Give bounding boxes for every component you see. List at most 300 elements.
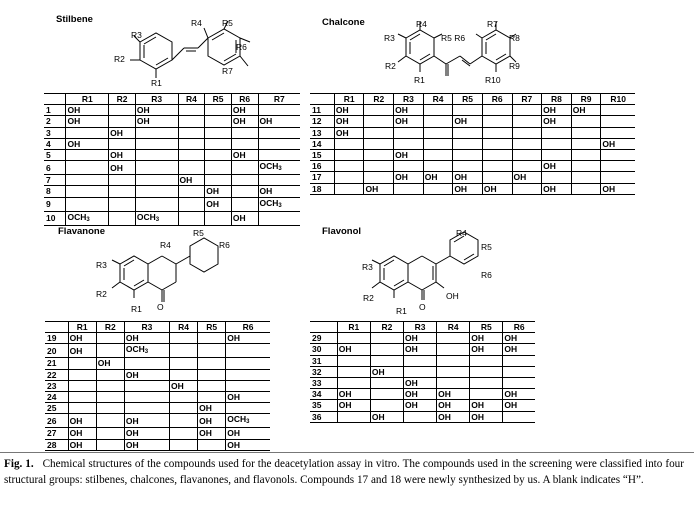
table-row xyxy=(45,358,270,369)
substituent-cell xyxy=(601,105,635,116)
compound-number: 30 xyxy=(310,344,337,355)
table-row xyxy=(310,411,535,422)
compound-number: 25 xyxy=(45,403,68,414)
chalcone-r5r6-label: R5 R6 xyxy=(441,33,466,43)
substituent-cell xyxy=(169,344,197,358)
substituent-cell xyxy=(503,411,535,422)
substituent-cell: OH xyxy=(364,183,394,194)
substituent-cell: OH xyxy=(334,116,364,127)
substituent-cell: OH xyxy=(470,400,503,411)
substituent-cell: OH xyxy=(109,127,136,138)
substituent-cell: OH xyxy=(423,172,453,183)
column-header-r5: R5 xyxy=(470,322,503,333)
flavonol-o-label: O xyxy=(419,302,426,312)
substituent-cell: OH xyxy=(437,400,470,411)
substituent-cell xyxy=(109,175,136,186)
substituent-cell: OH xyxy=(226,391,270,402)
substituent-cell: OH xyxy=(512,172,542,183)
column-header-r5: R5 xyxy=(453,94,483,105)
chalcone-r2-label: R2 xyxy=(385,61,396,71)
substituent-cell xyxy=(571,149,601,160)
substituent-cell xyxy=(226,380,270,391)
substituent-cell: OH xyxy=(178,175,205,186)
table-row xyxy=(45,333,270,344)
compound-number: 26 xyxy=(45,414,68,428)
substituent-cell: OH xyxy=(470,344,503,355)
substituent-cell xyxy=(205,175,232,186)
stilbene-r3-label: R3 xyxy=(131,30,142,40)
substituent-cell xyxy=(231,186,258,197)
substituent-cell xyxy=(571,116,601,127)
table-row xyxy=(310,366,535,377)
substituent-cell: OH xyxy=(66,105,109,116)
substituent-cell xyxy=(96,428,124,439)
substituent-cell xyxy=(258,211,300,225)
substituent-cell: OH xyxy=(109,161,136,175)
column-header-r6: R6 xyxy=(226,322,270,333)
compound-number: 19 xyxy=(45,333,68,344)
substituent-cell xyxy=(370,355,403,366)
substituent-cell xyxy=(66,161,109,175)
column-header-r7: R7 xyxy=(258,94,300,105)
subscript: 3 xyxy=(278,166,282,173)
substituent-cell xyxy=(96,369,124,380)
substituent-cell xyxy=(258,149,300,160)
substituent-cell xyxy=(198,391,226,402)
stilbene-r7-label: R7 xyxy=(222,66,233,76)
substituent-cell xyxy=(337,333,370,344)
substituent-cell: OH xyxy=(226,428,270,439)
substituent-cell xyxy=(453,127,483,138)
compound-number: 22 xyxy=(45,369,68,380)
substituent-cell xyxy=(226,358,270,369)
substituent-cell: OH xyxy=(437,389,470,400)
stilbene-r4-label: R4 xyxy=(191,18,202,28)
compound-number: 13 xyxy=(310,127,334,138)
substituent-cell: OH xyxy=(542,105,572,116)
substituent-cell: OH xyxy=(503,344,535,355)
substituent-cell xyxy=(482,172,512,183)
substituent-cell: OH xyxy=(503,333,535,344)
column-header-r6: R6 xyxy=(503,322,535,333)
substituent-cell xyxy=(334,149,364,160)
substituent-cell: OH xyxy=(135,116,178,127)
column-header-r3: R3 xyxy=(404,322,437,333)
substituent-cell xyxy=(66,186,109,197)
substituent-cell xyxy=(135,161,178,175)
table-row xyxy=(45,428,270,439)
substituent-cell xyxy=(178,127,205,138)
substituent-cell xyxy=(169,333,197,344)
substituent-cell: OH xyxy=(198,414,226,428)
flavonol-r6-label: R6 xyxy=(481,270,492,280)
substituent-cell xyxy=(571,127,601,138)
flavonol-title: Flavonol xyxy=(322,226,362,237)
substituent-cell: OH xyxy=(334,105,364,116)
table-row xyxy=(45,391,270,402)
stilbene-r5-label: R5 xyxy=(222,18,233,28)
table-row xyxy=(44,105,300,116)
substituent-cell xyxy=(198,380,226,391)
substituent-cell xyxy=(337,411,370,422)
substituent-cell: $OCH_3$ xyxy=(124,344,169,358)
table-row xyxy=(310,183,635,194)
compound-number: 23 xyxy=(45,380,68,391)
substituent-cell: OH xyxy=(370,411,403,422)
substituent-cell: OH xyxy=(258,116,300,127)
substituent-cell: OH xyxy=(404,400,437,411)
column-header-r1: R1 xyxy=(68,322,96,333)
substituent-cell xyxy=(178,116,205,127)
substituent-cell xyxy=(337,366,370,377)
substituent-cell: OH xyxy=(231,149,258,160)
table-row xyxy=(310,138,635,149)
flavonol-structure xyxy=(360,230,520,320)
substituent-cell: OH xyxy=(68,428,96,439)
substituent-cell xyxy=(96,403,124,414)
substituent-cell: OH xyxy=(258,186,300,197)
substituent-cell xyxy=(437,344,470,355)
substituent-cell: OH xyxy=(124,369,169,380)
table-row xyxy=(310,172,635,183)
substituent-cell xyxy=(364,138,394,149)
substituent-cell xyxy=(437,333,470,344)
substituent-cell xyxy=(124,380,169,391)
substituent-cell xyxy=(423,127,453,138)
substituent-cell: OH xyxy=(503,389,535,400)
substituent-cell xyxy=(66,175,109,186)
caption-divider xyxy=(0,452,694,453)
substituent-cell xyxy=(169,428,197,439)
substituent-cell xyxy=(135,138,178,149)
substituent-cell xyxy=(364,105,394,116)
table-row xyxy=(44,149,300,160)
substituent-cell xyxy=(124,358,169,369)
substituent-cell: OH xyxy=(231,105,258,116)
substituent-cell xyxy=(135,197,178,211)
chalcone-r8-label: R8 xyxy=(509,33,520,43)
substituent-cell xyxy=(109,211,136,225)
substituent-cell xyxy=(205,211,232,225)
substituent-cell: OH xyxy=(503,400,535,411)
compound-number: 4 xyxy=(44,138,66,149)
substituent-cell xyxy=(135,127,178,138)
substituent-cell: OH xyxy=(169,380,197,391)
substituent-cell: OH xyxy=(109,149,136,160)
substituent-cell: OH xyxy=(205,186,232,197)
flavanone-r2-label: R2 xyxy=(96,289,107,299)
compound-number: 11 xyxy=(310,105,334,116)
column-header-r3: R3 xyxy=(394,94,424,105)
subscript: 3 xyxy=(278,202,282,209)
substituent-cell: OH xyxy=(470,411,503,422)
substituent-cell xyxy=(512,127,542,138)
substituent-cell xyxy=(542,172,572,183)
substituent-cell xyxy=(482,127,512,138)
substituent-cell xyxy=(96,380,124,391)
table-header-row xyxy=(310,322,535,333)
substituent-cell xyxy=(66,127,109,138)
column-header-r10: R10 xyxy=(601,94,635,105)
substituent-cell: OH xyxy=(453,172,483,183)
substituent-cell xyxy=(364,172,394,183)
substituent-cell xyxy=(364,116,394,127)
substituent-cell xyxy=(96,344,124,358)
substituent-cell xyxy=(470,366,503,377)
column-header-r9: R9 xyxy=(571,94,601,105)
substituent-cell xyxy=(135,175,178,186)
column-header-r4: R4 xyxy=(437,322,470,333)
column-header-r3: R3 xyxy=(135,94,178,105)
substituent-cell xyxy=(337,377,370,388)
flavonol-r1-label: R1 xyxy=(396,306,407,316)
table-row xyxy=(44,116,300,127)
substituent-cell: OH xyxy=(453,183,483,194)
substituent-cell: OH xyxy=(470,333,503,344)
chalcone-r4-label: R4 xyxy=(416,19,427,29)
flavanone-o-label: O xyxy=(157,302,164,312)
stilbene-r2-label: R2 xyxy=(114,54,125,64)
substituent-cell xyxy=(542,149,572,160)
table-row xyxy=(44,175,300,186)
substituent-cell xyxy=(198,344,226,358)
substituent-cell xyxy=(512,161,542,172)
substituent-cell: OH xyxy=(66,116,109,127)
substituent-cell xyxy=(231,127,258,138)
table-row xyxy=(44,197,300,211)
substituent-cell xyxy=(394,138,424,149)
substituent-cell xyxy=(601,127,635,138)
substituent-cell: $OCH_3$ xyxy=(135,211,178,225)
substituent-cell xyxy=(258,127,300,138)
compound-number: 32 xyxy=(310,366,337,377)
substituent-cell xyxy=(258,105,300,116)
chalcone-title: Chalcone xyxy=(322,17,365,28)
table-row xyxy=(310,400,535,411)
caption-text: Chemical structures of the compounds used for the deacetylation assay in vitro. The compounds used in the screening were classified into four structural groups: stilbenes, chalcones, flavanones, and flavonols. Compounds 17 and 18 were newly synthesized by us. A blank indicates “H”. xyxy=(4,458,684,486)
substituent-cell xyxy=(370,400,403,411)
compound-number: 36 xyxy=(310,411,337,422)
substituent-cell: OH xyxy=(68,414,96,428)
substituent-cell: OH xyxy=(337,400,370,411)
substituent-cell xyxy=(205,127,232,138)
substituent-cell xyxy=(423,149,453,160)
substituent-cell xyxy=(178,186,205,197)
substituent-cell: OH xyxy=(231,211,258,225)
column-header-r2: R2 xyxy=(109,94,136,105)
table-row xyxy=(310,355,535,366)
flavonol-r5-label: R5 xyxy=(481,242,492,252)
table-row xyxy=(310,105,635,116)
flavonol-r2-label: R2 xyxy=(363,293,374,303)
substituent-cell xyxy=(334,183,364,194)
table-header-row xyxy=(310,94,635,105)
substituent-cell xyxy=(178,161,205,175)
substituent-cell xyxy=(512,116,542,127)
compound-number: 31 xyxy=(310,355,337,366)
substituent-cell xyxy=(482,161,512,172)
substituent-cell xyxy=(453,161,483,172)
substituent-cell: OH xyxy=(124,414,169,428)
table-row xyxy=(310,127,635,138)
column-header-r2: R2 xyxy=(364,94,394,105)
substituent-cell: OH xyxy=(542,161,572,172)
substituent-cell: OH xyxy=(394,149,424,160)
substituent-cell: OH xyxy=(542,116,572,127)
table-row xyxy=(310,116,635,127)
substituent-cell xyxy=(68,380,96,391)
substituent-cell xyxy=(423,116,453,127)
substituent-cell xyxy=(258,138,300,149)
substituent-cell xyxy=(258,175,300,186)
substituent-cell xyxy=(542,127,572,138)
substituent-cell xyxy=(334,161,364,172)
substituent-cell xyxy=(482,105,512,116)
flavanone-r4-label: R4 xyxy=(160,240,171,250)
substituent-cell xyxy=(135,149,178,160)
substituent-cell xyxy=(66,197,109,211)
substituent-cell xyxy=(571,183,601,194)
substituent-cell xyxy=(404,355,437,366)
substituent-cell: OH xyxy=(394,116,424,127)
substituent-cell xyxy=(404,411,437,422)
compound-number: 10 xyxy=(44,211,66,225)
substituent-cell xyxy=(437,377,470,388)
table-row xyxy=(310,161,635,172)
substituent-cell xyxy=(205,161,232,175)
substituent-cell xyxy=(109,116,136,127)
substituent-cell xyxy=(470,377,503,388)
compound-number: 8 xyxy=(44,186,66,197)
table-row xyxy=(310,389,535,400)
substituent-cell: OH xyxy=(542,183,572,194)
table-row xyxy=(45,369,270,380)
substituent-cell xyxy=(394,161,424,172)
substituent-cell xyxy=(601,116,635,127)
substituent-cell xyxy=(198,358,226,369)
stilbene-r6-label: R6 xyxy=(236,42,247,52)
substituent-cell: $OCH_3$ xyxy=(66,211,109,225)
substituent-cell xyxy=(169,369,197,380)
substituent-cell xyxy=(503,366,535,377)
stilbene-title: Stilbene xyxy=(56,14,93,25)
compound-number: 24 xyxy=(45,391,68,402)
substituent-cell: OH xyxy=(404,333,437,344)
flavanone-r1-label: R1 xyxy=(131,304,142,314)
substituent-cell xyxy=(370,344,403,355)
substituent-cell: OH xyxy=(404,389,437,400)
substituent-cell xyxy=(482,116,512,127)
substituent-cell: OH xyxy=(226,333,270,344)
substituent-cell: OH xyxy=(205,197,232,211)
substituent-cell xyxy=(205,149,232,160)
substituent-cell xyxy=(109,138,136,149)
substituent-cell xyxy=(503,377,535,388)
column-header-r4: R4 xyxy=(178,94,205,105)
substituent-cell xyxy=(437,366,470,377)
stilbene-table xyxy=(44,93,300,226)
substituent-cell: OH xyxy=(601,138,635,149)
column-header-r6: R6 xyxy=(482,94,512,105)
column-header-r6: R6 xyxy=(231,94,258,105)
substituent-cell xyxy=(437,355,470,366)
substituent-cell xyxy=(96,439,124,450)
column-header-r8: R8 xyxy=(542,94,572,105)
substituent-cell xyxy=(370,389,403,400)
substituent-cell xyxy=(109,186,136,197)
column-header-r2: R2 xyxy=(96,322,124,333)
substituent-cell xyxy=(68,391,96,402)
subscript: 3 xyxy=(86,216,90,223)
substituent-cell xyxy=(512,149,542,160)
substituent-cell xyxy=(482,138,512,149)
chalcone-r9-label: R9 xyxy=(509,61,520,71)
substituent-cell xyxy=(231,138,258,149)
substituent-cell xyxy=(135,186,178,197)
substituent-cell xyxy=(470,355,503,366)
substituent-cell: OH xyxy=(334,127,364,138)
table-row xyxy=(45,414,270,428)
substituent-cell: OH xyxy=(96,358,124,369)
substituent-cell xyxy=(571,161,601,172)
compound-number: 33 xyxy=(310,377,337,388)
substituent-cell: OH xyxy=(231,116,258,127)
substituent-cell: OH xyxy=(66,138,109,149)
substituent-cell: $OCH_3$ xyxy=(258,161,300,175)
header-corner xyxy=(310,322,337,333)
compound-number: 27 xyxy=(45,428,68,439)
column-header-r1: R1 xyxy=(66,94,109,105)
substituent-cell xyxy=(601,161,635,172)
table-row xyxy=(44,186,300,197)
substituent-cell xyxy=(205,138,232,149)
column-header-r4: R4 xyxy=(423,94,453,105)
header-corner xyxy=(44,94,66,105)
table-row xyxy=(45,344,270,358)
substituent-cell xyxy=(370,377,403,388)
table-row xyxy=(310,344,535,355)
substituent-cell xyxy=(96,333,124,344)
column-header-r4: R4 xyxy=(169,322,197,333)
substituent-cell xyxy=(68,403,96,414)
table-row xyxy=(45,403,270,414)
compound-number: 14 xyxy=(310,138,334,149)
flavonol-oh-label: OH xyxy=(446,291,459,301)
substituent-cell xyxy=(571,138,601,149)
substituent-cell xyxy=(68,369,96,380)
compound-number: 28 xyxy=(45,439,68,450)
table-row xyxy=(44,138,300,149)
substituent-cell: OH xyxy=(404,377,437,388)
chalcone-r1-label: R1 xyxy=(414,75,425,85)
flavonol-table xyxy=(310,321,535,423)
compound-number: 18 xyxy=(310,183,334,194)
flavanone-structure xyxy=(100,228,260,318)
substituent-cell xyxy=(364,161,394,172)
table-row xyxy=(310,377,535,388)
substituent-cell xyxy=(68,358,96,369)
subscript: 3 xyxy=(155,216,160,223)
compound-number: 35 xyxy=(310,400,337,411)
substituent-cell xyxy=(482,149,512,160)
compound-number: 1 xyxy=(44,105,66,116)
substituent-cell xyxy=(198,333,226,344)
substituent-cell xyxy=(423,138,453,149)
substituent-cell xyxy=(601,149,635,160)
substituent-cell: OH xyxy=(337,344,370,355)
table-row xyxy=(44,211,300,225)
substituent-cell xyxy=(404,366,437,377)
